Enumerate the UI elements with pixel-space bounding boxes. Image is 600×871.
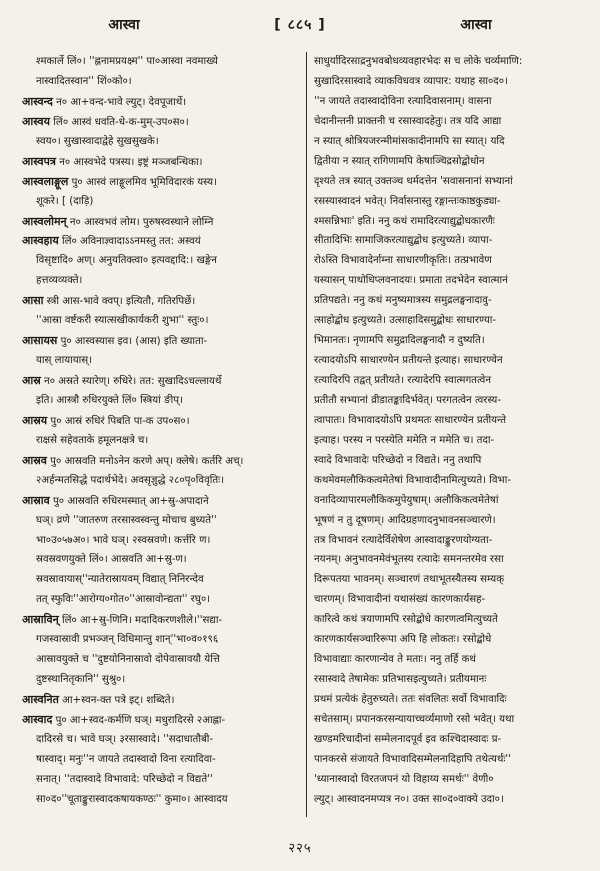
entry-text: स्वय०। सुखास्वादाद्वेहे सुखसुखके।	[36, 135, 159, 147]
continuation-line: रसास्वादे तेषामेकः प्रतिभासइत्युच्यते। प्रतीयमानः	[314, 674, 487, 686]
continuation-line: न स्यात् श्रोत्रियजरन्मीमांसकादीनामपि सा स्यात्। यदि	[314, 135, 505, 147]
continuation-line: सुखादिरसास्वादे व्याकविधवत्र व्यापार: यथाह सा०द०।	[314, 75, 508, 87]
entry-line	[22, 92, 296, 112]
continuation-line: वनादिव्यापारमलौकिकमुपेयुषाम्। अलौकिकत्वमेतेषां	[314, 494, 499, 506]
entry-line	[22, 710, 296, 730]
entry-continuation-line	[22, 471, 296, 491]
entry-text: न० आ+वन्द-भावे ल्युट्। देवपूजार्थे।	[56, 96, 187, 108]
entry-line	[22, 690, 296, 710]
entry-continuation-line	[22, 750, 296, 770]
continuation-line: विभावाद्याः कारणान्येव ते मताः। ननु तर्हि कथं	[314, 654, 476, 666]
entry-text: राक्षसे सहेवताके हमूलनक्षत्रे च।	[36, 434, 149, 446]
running-header	[24, 10, 576, 38]
continuation-line: त्वापातः। विभावादयोऽपि प्रथमतः साधारण्येन प्रतीयन्ते	[314, 414, 507, 426]
continuation-line: तत्र विभावनं रत्यादेर्विशेषेण आस्वादाङ्कुरणयोग्यता-	[314, 534, 493, 546]
continuation-line: रसस्यास्वादनं भवेत्। निर्वासनास्तु रङ्गान्तःकाष्ठकुड्या-	[314, 195, 501, 207]
entry-text: दुष्टस्थानितृकानि'' सुश्रु०।	[36, 674, 126, 686]
continuation-line: कारित्वे कथं त्रयाणामपि रसोद्बोधे कारणत्वमित्युच्यते	[314, 614, 498, 626]
entry-continuation-line	[22, 511, 296, 531]
entry-headword: आस्वलोमन्	[22, 214, 67, 228]
entry-continuation-line	[22, 311, 296, 331]
continuation-line: रोऽस्ति विभावादेर्नाम्ना साधारणीकृतिः। तत्प्रभावेण	[314, 255, 492, 267]
entry-line	[22, 231, 296, 251]
entry-text: पु० आस्रवति मनोऽनेन करणे अप्। क्लेषे। कर्तरि अच्।	[50, 455, 244, 467]
entry-line	[22, 291, 296, 311]
entry-continuation-line	[22, 570, 296, 590]
entry-continuation-line	[22, 790, 296, 810]
entry-text: घञ्। व्रणे ''जातरुण तरसास्वस्वन्तु मोचाच बुध्यते''	[36, 514, 217, 526]
entry-text: सनात्। ''तदास्वादे विभावादे: परिच्छेदो न विद्यते''	[36, 773, 213, 785]
entry-text: लिं० आ+स्रु-णिनि। मदादिकरणशीले।''सद्या-	[61, 615, 223, 627]
continuation-line: इत्याह। परस्य न परस्येति ममेति न ममेति च। तदा-	[314, 434, 495, 446]
continuation-line: त्साहोद्बोध इत्युच्यते। उत्साहादिसमुद्बोधः साधारण्या-	[314, 315, 497, 327]
continuation-line: भूषणं न तु दूषणम्। आदिग्रहणादनुभावनसञ्चारणे।	[314, 514, 496, 526]
entry-line	[22, 491, 296, 511]
entry-text: यास् लायायास्।	[36, 355, 93, 367]
entry-continuation-line	[22, 531, 296, 551]
entry-continuation-line	[22, 52, 296, 72]
entry-continuation-line	[22, 650, 296, 670]
text-columns	[22, 52, 586, 817]
entry-text: शूकरे। [ (दाड़ि)	[36, 195, 94, 207]
entry-text: विसृष्टादि० अण्। अनुयतिक्त्वा० इत्पवद्दादि:। खङ्गेन	[36, 255, 217, 267]
entry-text: आस्रावयुक्ते च ''दुष्टयोनिनास्रावो दोपेवास्रावयौ येत्ति	[36, 654, 220, 666]
entry-line	[22, 451, 296, 471]
continuation-line: 'ध्यानास्वादो विरतजपनं यो विहाय्य समर्थः'' वेणी०	[314, 773, 494, 785]
entry-continuation-line	[22, 431, 296, 451]
entry-text: पु० आस्वस्यास इव। (आस) इति ख्याता-	[60, 336, 208, 348]
entry-continuation-line	[22, 271, 296, 291]
continuation-line: यस्यासन् पाथोधिप्लवनादयः। प्रमाता तदभेदेन स्वात्मानं	[314, 275, 508, 287]
entry-line	[22, 212, 296, 232]
entry-headword: आस्राव	[22, 493, 50, 507]
entry-text: लिं० आस्वं धवति-धे-क-मुम्-उप०स०।	[53, 116, 189, 128]
continuation-line: दिरूपतया भावनम्। सञ्चारणं तथाभूतस्यैतस्य सम्यक्	[314, 574, 505, 586]
entry-headword: आस्वलाङ्गूल	[22, 174, 69, 188]
entry-text: स्त्री आस-भावे क्वप्। इत्यितौ, गतिरपिर्छे।	[46, 296, 196, 308]
right-column	[304, 52, 586, 817]
entry-continuation-line	[22, 391, 296, 411]
entry-headword: आस्वय	[22, 114, 51, 128]
entry-line	[22, 371, 296, 391]
continuation-line: साधुर्यादिरसाद्रनुभवबोधव्यवहारभेदः स च लोके चर्व्यमाणि:	[314, 56, 523, 67]
entry-text: न० आस्वभेदे पत्रस्य। इष्ट्रं मञ्जबन्धिका।	[59, 156, 203, 168]
entry-continuation-line	[22, 550, 296, 570]
entry-text: न० आस्वभवं लोम। पुरुषस्वस्थाने लोम्नि	[69, 216, 214, 228]
entry-continuation-line	[22, 730, 296, 750]
continuation-line: चारणम्। विभावादीनां यथासंख्यं कारणकार्यसह-	[314, 594, 486, 606]
entry-text: भा०उ०५७अ०। भावे घञ्। २स्वस्रवणे। कर्त्तरि ण।	[36, 534, 211, 546]
entry-headword: आसायस	[22, 334, 58, 348]
entry-text: तत् स्फुविः''आरोग्य०गोत०''आस्रावोन्द्यता'' रघु०।	[36, 594, 211, 606]
entry-text: २अर्हन्मतसिद्धे पदार्थभेदे। अवसृज्ञुद्धे २८०पृ०विवृतिः।	[36, 474, 225, 486]
continuation-line: सचेतसाम्। प्रपानकरसन्यायाच्चर्व्यमाणो रसो भवेत्। यथा	[314, 713, 515, 725]
entry-text: हत्तव्यव्यक्ते।	[36, 275, 83, 287]
continuation-line: कारणकार्यसञ्चारिरूपा अपि हि लोकतः। रसोद्बोधे	[314, 634, 492, 646]
header-right-guide-word: आस्वा	[460, 16, 492, 33]
entry-text: आ+स्वन-क्त पत्रे इट्। शब्दिते।	[62, 695, 175, 706]
entry-continuation-line	[22, 670, 296, 690]
entry-line	[22, 172, 296, 192]
entry-line	[22, 331, 296, 351]
entry-continuation-line	[22, 251, 296, 271]
continuation-line: दृश्यते तत्र स्यात् उक्तञ्च धर्मदत्तेन 'सवासनानां सभ्यानां	[314, 175, 513, 187]
entry-headword: आस्वन्द	[22, 94, 53, 108]
entry-continuation-line	[22, 630, 296, 650]
entry-continuation-line	[22, 590, 296, 610]
continuation-line: प्रतीतौ सभ्यानां व्रीडातङ्कादिर्भवेत्। परगतत्वेन त्वरस्य-	[314, 394, 502, 406]
entry-line	[22, 610, 296, 630]
left-column	[22, 52, 304, 817]
entry-headword: आस्वनित	[22, 693, 59, 706]
continuation-line: रत्यादयोऽपि साधारण्येन प्रतीयन्ते इत्याह। साधारण्येन	[314, 355, 503, 367]
continuation-line: भिमानतः। नृणामपि समुद्रादिलङ्घनादौ न दुष्यति।	[314, 335, 485, 347]
entry-continuation-line	[22, 351, 296, 371]
entry-text: नास्वादितस्वान'' शिं०को०।	[36, 75, 132, 87]
entry-text: पु० आस्रं रुधिरं पिबति पा-क उप०स०।	[50, 415, 190, 427]
entry-continuation-line	[22, 72, 296, 92]
entry-text: पु० आस्वं लाङ्गूलमिव भूमिविदारकं यस्य।	[71, 176, 217, 188]
entry-text: दादिरसे च। भावे घञ्। ३रसास्वादे। ''सदाधातौबी-	[36, 733, 214, 745]
continuation-line: प्रथमं प्रत्येकं हेतुरुच्यते। ततः संवलितः सर्वो विभावादिः	[314, 694, 507, 705]
entry-text: लिं० अविनाज्ञ्वादाऽऽनमस्तु तत: अस्वयं	[61, 236, 201, 248]
entry-headword: आस्वाद	[22, 712, 53, 726]
continuation-line: रत्यादिरपि तद्वत् प्रतीयते। रत्यादेरपि स्वात्मगतत्वेन	[314, 375, 491, 386]
entry-headword: आस्र	[22, 374, 41, 387]
entry-headword: आस्वपत्र	[22, 154, 56, 168]
entry-continuation-line	[22, 132, 296, 152]
entry-text: स्रवस्रवणयुक्ते लिं०। आस्रवति आ+स्रु-ण।	[36, 554, 187, 566]
entry-line	[22, 152, 296, 172]
footer-page-number: २२५	[288, 841, 312, 856]
entry-text: सा०द०''चूताङ्कुरास्वादकषायकण्ठः'' कुमा०। आस्वादय	[36, 793, 228, 805]
entry-text: गजस्वास्रावी प्रभञ्जन् विधिमान्तु शान्''भा०व०१९६	[36, 634, 219, 646]
continuation-line: नयनम्। अनुभावनमेवंभूतस्य रत्यादेः समनन्तरमेव रसा	[314, 554, 504, 566]
continuation-line: खण्डमरिचादीनां सम्मेलनादपूर्व इव कश्चिदास्वादः प्र-	[314, 733, 502, 745]
continuation-line: द्वितीया न स्यात् रागिणामपि केषाञ्चिद्रसोद्बोधोन	[314, 155, 485, 167]
entry-text: न० अस्रते स्यारेण्। रुधिरे। तत: सुखादिऽचल्लायर्थे	[44, 376, 222, 387]
entry-line	[22, 411, 296, 431]
entry-headword: आस्वहाय	[22, 234, 59, 248]
entry-text: स्रवस्रावायास्''न्यातेरास्रायवम् विद्यात् निनिरन्देव	[36, 574, 204, 586]
entry-headword: आस्राविन्	[22, 613, 59, 627]
continuation-line: कथमेवमलौकिकत्वमेतेषां विभावादीनामित्युच्यते। विभा-	[314, 474, 512, 486]
entry-text: इति। आस्त्रौ रुधिरयुक्ते लिं० स्त्रियां ङीप्।	[36, 394, 183, 406]
continuation-line: ''न जायते तदास्वादोविना रत्यादिवासनाम्। वासना	[314, 95, 492, 107]
entry-text: पु० आस्रवति रुधिरमस्मात् आ+स्रु-अपादाने	[53, 495, 209, 507]
continuation-line: स्वादे विभावादेः परिच्छेदो न विद्यते। ननु तथापि	[314, 454, 482, 466]
entry-continuation-line	[22, 192, 296, 212]
entry-continuation-line	[22, 770, 296, 790]
entry-text: षास्वाद्। मनुः''न जायते तदास्वादो विना रत्यादिवा-	[36, 753, 216, 765]
entry-text: ''आस्रा वर्ष्टकरी स्यात्सखीकार्यकरी शुभा'' स्तुः०।	[36, 315, 209, 327]
entry-text: पु० आ+स्वद-कर्मणि घञ्। मधुरादिरसे २आह्ला-	[55, 714, 226, 726]
continuation-line: प्रतिपद्यते। ननु कथं मनुष्यमात्रस्य समुद्रलङ्घनादावु-	[314, 295, 492, 307]
entry-text: श्मकार्ले लिं०। ''ह्लनामप्रयक्ष्म'' पा०आस्वा नवमाख्ये	[36, 56, 218, 67]
entry-headword: आस्रव	[22, 453, 47, 467]
entry-headword: आस्रय	[22, 413, 48, 427]
entry-headword: आसा	[22, 294, 44, 308]
header-left-guide-word: आस्वा	[108, 16, 140, 33]
continuation-line: सीतादिभिः सामाजिकरत्याद्युद्बोध इत्युच्यते। व्यापा-	[314, 235, 493, 247]
header-page-number: [ ८८५ ]	[274, 16, 326, 33]
continuation-line: ल्युट्। आस्वादनमप्यत्र न०। उक्त सा०द०वाक्ये उदा०।	[314, 793, 504, 805]
continuation-line: चेदानीन्तनी प्राक्तनी च रसास्वादहेतुः। तत्र यदि आद्या	[314, 115, 502, 127]
continuation-line: श्मसन्निभाः' इति। ननु कथं रामादिरत्याद्युद्बोधकारणैः	[314, 215, 495, 227]
continuation-line: पानकरसे संजायते विभावादिसम्मेलनादिहापि तथेत्यर्थः''	[314, 753, 512, 765]
entry-line	[22, 112, 296, 132]
